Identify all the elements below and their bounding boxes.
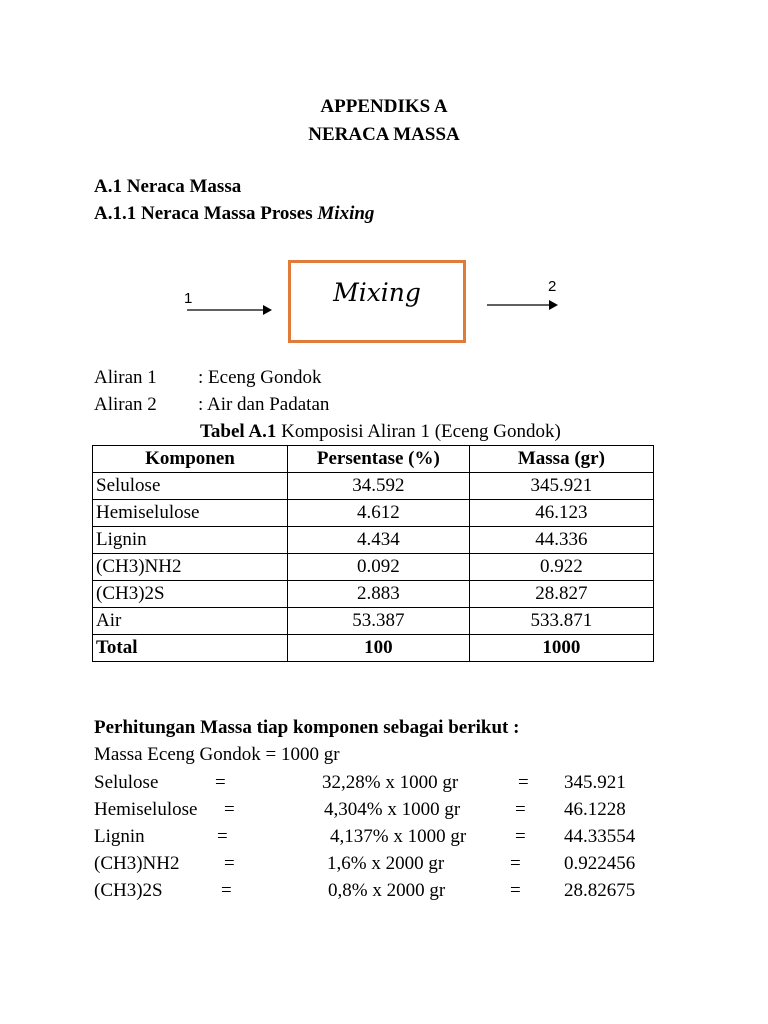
cell-komponen: Air	[93, 608, 288, 635]
stream-1-desc: : Eceng Gondok	[198, 367, 322, 388]
table-row	[93, 581, 654, 608]
output-arrow	[487, 300, 558, 310]
input-stream-number: 1	[184, 290, 193, 307]
cell-total-persentase: 100	[287, 635, 469, 662]
calc-equals: =	[215, 772, 226, 793]
calc-component: (CH3)2S	[94, 880, 163, 901]
table-caption	[200, 421, 561, 443]
calc-expression: 4,137% x 1000 gr	[330, 826, 467, 847]
calc-expression: 4,304% x 1000 gr	[324, 799, 461, 820]
table-total-row	[93, 635, 654, 662]
calc-equals: =	[217, 826, 228, 847]
table-caption-label: Tabel A.1	[200, 421, 277, 442]
appendix-title: APPENDIKS A	[320, 96, 448, 117]
table-header-row	[93, 446, 654, 473]
calc-expression: 32,28% x 1000 gr	[322, 772, 459, 793]
subsection-title-italic: Mixing	[317, 203, 375, 224]
stream-2-desc: : Air dan Padatan	[198, 394, 330, 415]
cell-persentase: 2.883	[287, 581, 469, 608]
cell-massa: 345.921	[469, 473, 653, 500]
calc-equals: =	[515, 799, 526, 820]
cell-massa: 0.922	[469, 554, 653, 581]
stream-2-name: Aliran 2	[94, 394, 157, 415]
calc-basis: Massa Eceng Gondok = 1000 gr	[94, 744, 340, 765]
cell-massa: 28.827	[469, 581, 653, 608]
calc-equals: =	[515, 826, 526, 847]
cell-persentase: 4.612	[287, 500, 469, 527]
cell-komponen: (CH3)2S	[93, 581, 288, 608]
mixing-process-label: Mixing	[333, 278, 421, 307]
cell-komponen: Lignin	[93, 527, 288, 554]
table-row	[93, 473, 654, 500]
cell-total-massa: 1000	[469, 635, 653, 662]
calc-result: 0.922456	[564, 853, 636, 874]
composition-table	[92, 445, 654, 662]
calc-equals: =	[224, 853, 235, 874]
header-massa: Massa (gr)	[469, 446, 653, 473]
cell-persentase: 4.434	[287, 527, 469, 554]
calc-expression: 0,8% x 2000 gr	[328, 880, 446, 901]
calc-component: (CH3)NH2	[94, 853, 180, 874]
calc-equals: =	[518, 772, 529, 793]
calc-result: 345.921	[564, 772, 626, 793]
subsection-title-prefix: A.1.1 Neraca Massa Proses	[94, 203, 318, 224]
cell-persentase: 34.592	[287, 473, 469, 500]
calc-component: Lignin	[94, 826, 145, 847]
appendix-subtitle: NERACA MASSA	[308, 124, 460, 145]
calc-component: Selulose	[94, 772, 159, 793]
calc-result: 46.1228	[564, 799, 626, 820]
output-stream-number: 2	[548, 278, 557, 295]
header-komponen: Komponen	[93, 446, 288, 473]
calc-equals: =	[510, 853, 521, 874]
table-row	[93, 554, 654, 581]
cell-massa: 46.123	[469, 500, 653, 527]
input-arrow	[187, 305, 272, 315]
calc-heading: Perhitungan Massa tiap komponen sebagai berikut :	[94, 717, 520, 738]
calc-equals: =	[221, 880, 232, 901]
calc-expression: 1,6% x 2000 gr	[327, 853, 445, 874]
calc-result: 44.33554	[564, 826, 636, 847]
header-persentase: Persentase (%)	[287, 446, 469, 473]
table-row	[93, 608, 654, 635]
calc-result: 28.82675	[564, 880, 636, 901]
cell-komponen: Selulose	[93, 473, 288, 500]
cell-komponen: (CH3)NH2	[93, 554, 288, 581]
calc-equals: =	[224, 799, 235, 820]
calc-equals: =	[510, 880, 521, 901]
cell-persentase: 53.387	[287, 608, 469, 635]
cell-massa: 44.336	[469, 527, 653, 554]
section-title: A.1 Neraca Massa	[94, 176, 242, 197]
cell-total-label: Total	[93, 635, 288, 662]
stream-1-name: Aliran 1	[94, 367, 157, 388]
cell-persentase: 0.092	[287, 554, 469, 581]
table-row	[93, 500, 654, 527]
calc-component: Hemiselulose	[94, 799, 198, 820]
cell-massa: 533.871	[469, 608, 653, 635]
cell-komponen: Hemiselulose	[93, 500, 288, 527]
table-caption-text: Komposisi Aliran 1 (Eceng Gondok)	[276, 421, 561, 442]
table-row	[93, 527, 654, 554]
